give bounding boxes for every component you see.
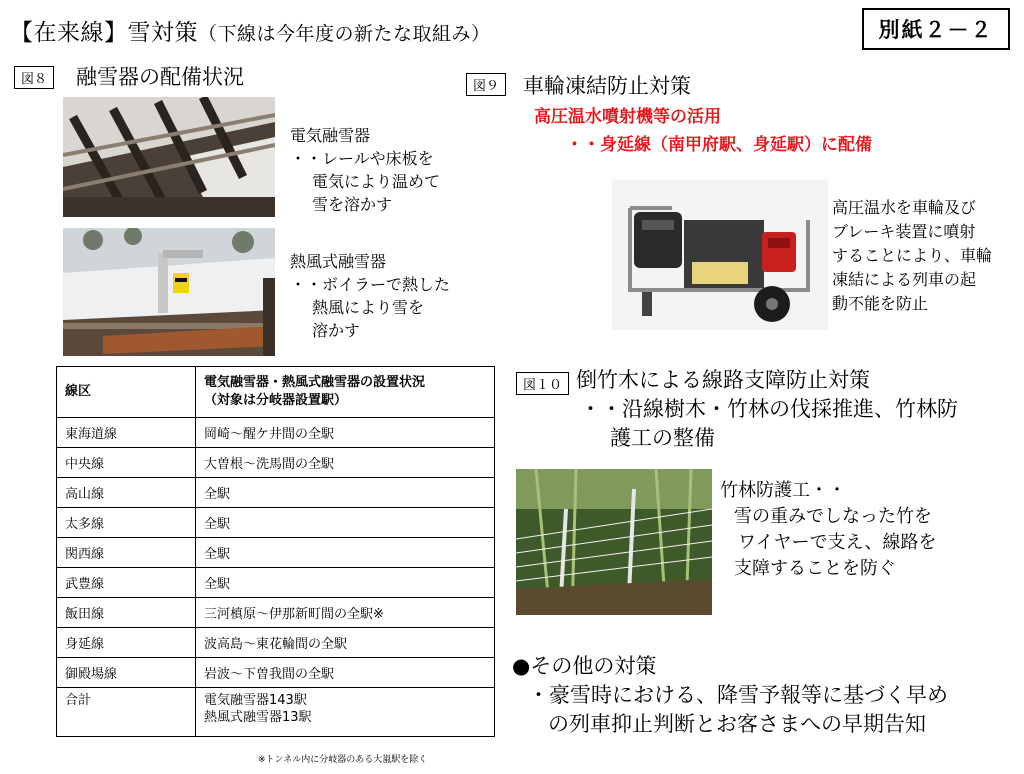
other-measures-heading: ●その他の対策 bbox=[512, 654, 657, 678]
fig9-red-line1: 高圧温水噴射機等の活用 bbox=[534, 107, 721, 127]
row-status: 岩波～下曽我間の全駅 bbox=[196, 658, 495, 688]
fig9-desc-line3: することにより、車輪 bbox=[832, 246, 993, 265]
page-title-sub: （下線は今年度の新たな取組み） bbox=[198, 23, 491, 45]
row-line: 武豊線 bbox=[57, 568, 196, 598]
total-values bbox=[196, 688, 495, 737]
other-measures-line2: の列車抑止判断とお客さまへの早期告知 bbox=[548, 712, 926, 736]
table-row bbox=[57, 658, 495, 688]
page-title bbox=[10, 14, 491, 47]
bamboo-fence-photo bbox=[516, 469, 712, 615]
fig9-red-line2: ・・身延線（南甲府駅、身延駅）に配備 bbox=[566, 135, 872, 155]
row-status: 岡崎～醒ケ井間の全駅 bbox=[196, 418, 495, 448]
row-status: 全駅 bbox=[196, 538, 495, 568]
hot-air-melter-desc1: ・・ボイラーで熱した bbox=[290, 275, 451, 294]
row-line: 東海道線 bbox=[57, 418, 196, 448]
table-header-line: 線区 bbox=[57, 367, 196, 418]
electric-melter-desc2: 電気により温めて bbox=[312, 172, 441, 191]
bamboo-fence-caption: 竹林防護工・・ bbox=[720, 480, 846, 501]
row-line: 飯田線 bbox=[57, 598, 196, 628]
electric-melter-text bbox=[290, 124, 440, 216]
row-status: 大曽根～洗馬間の全駅 bbox=[196, 448, 495, 478]
table-header-status-line2: （対象は分岐器設置駅） bbox=[204, 393, 348, 408]
hot-air-melter-text bbox=[290, 250, 450, 342]
row-status: 全駅 bbox=[196, 568, 495, 598]
table-row bbox=[57, 418, 495, 448]
bamboo-fence-desc1: 雪の重みでしなった竹を bbox=[734, 506, 932, 527]
table-row bbox=[57, 538, 495, 568]
electric-melter-desc1: ・・レールや床板を bbox=[290, 149, 434, 168]
total-electric: 電気融雪器143駅 bbox=[204, 693, 307, 708]
table-row bbox=[57, 448, 495, 478]
table-row bbox=[57, 508, 495, 538]
row-line: 関西線 bbox=[57, 538, 196, 568]
fig9-description bbox=[832, 196, 992, 316]
attachment-badge: 別紙２－２ bbox=[862, 8, 1010, 50]
row-status: 三河槙原～伊那新町間の全駅※ bbox=[196, 598, 495, 628]
installation-table bbox=[56, 366, 495, 737]
table-header-row bbox=[57, 367, 495, 418]
bamboo-fence-desc2: ワイヤーで支え、線路を bbox=[738, 532, 937, 553]
electric-melter-name: 電気融雪器 bbox=[290, 126, 371, 145]
table-row bbox=[57, 568, 495, 598]
row-line: 御殿場線 bbox=[57, 658, 196, 688]
row-status: 全駅 bbox=[196, 478, 495, 508]
bamboo-fence-text bbox=[720, 478, 937, 582]
other-measures-line1: ・豪雪時における、降雪予報等に基づく早め bbox=[528, 683, 948, 707]
fig9-desc-line5: 動不能を防止 bbox=[832, 294, 929, 313]
fig9-desc-line2: ブレーキ装置に噴射 bbox=[832, 222, 976, 241]
fig10-heading: 倒竹木による線路支障防止対策 bbox=[576, 368, 870, 392]
hot-air-melter-desc2: 熱風により雪を bbox=[312, 298, 425, 317]
page-title-main: 【在来線】雪対策 bbox=[10, 20, 198, 46]
row-status: 全駅 bbox=[196, 508, 495, 538]
row-line: 身延線 bbox=[57, 628, 196, 658]
electric-melter-desc3: 雪を溶かす bbox=[312, 195, 393, 214]
fig10-text bbox=[576, 366, 958, 453]
fig10-label: 図１０ bbox=[516, 372, 569, 395]
fig10-line3: 護工の整備 bbox=[610, 426, 715, 450]
table-header-status bbox=[196, 367, 495, 418]
bamboo-fence-desc3: 支障することを防ぐ bbox=[734, 558, 896, 579]
table-row bbox=[57, 598, 495, 628]
row-line: 高山線 bbox=[57, 478, 196, 508]
fig9-desc-line1: 高圧温水を車輪及び bbox=[832, 198, 977, 217]
table-footnote: ※トンネル内に分岐器のある大嵐駅を除く bbox=[258, 755, 428, 765]
row-line: 太多線 bbox=[57, 508, 196, 538]
total-hot-air: 熱風式融雪器13駅 bbox=[204, 710, 312, 725]
row-status: 波高島～東花輪間の全駅 bbox=[196, 628, 495, 658]
fig9-heading: 車輪凍結防止対策 bbox=[523, 74, 691, 98]
fig9-label: 図９ bbox=[466, 73, 506, 96]
table-total-row bbox=[57, 688, 495, 737]
high-pressure-washer-photo bbox=[612, 180, 828, 330]
hot-air-snow-melter-photo bbox=[63, 228, 275, 356]
fig9-desc-line4: 凍結による列車の起 bbox=[832, 270, 977, 289]
total-label: 合計 bbox=[57, 688, 196, 737]
table-row bbox=[57, 478, 495, 508]
table-row bbox=[57, 628, 495, 658]
fig8-heading: 融雪器の配備状況 bbox=[76, 65, 244, 89]
other-measures bbox=[512, 652, 948, 739]
hot-air-melter-desc3: 溶かす bbox=[312, 321, 361, 340]
fig8-label: 図８ bbox=[14, 66, 54, 89]
electric-snow-melter-photo bbox=[63, 97, 275, 217]
hot-air-melter-name: 熱風式融雪器 bbox=[290, 252, 387, 271]
fig10-line2: ・・沿線樹木・竹林の伐採推進、竹林防 bbox=[580, 397, 958, 421]
row-line: 中央線 bbox=[57, 448, 196, 478]
table-header-status-line1: 電気融雪器・熱風式融雪器の設置状況 bbox=[204, 375, 426, 390]
